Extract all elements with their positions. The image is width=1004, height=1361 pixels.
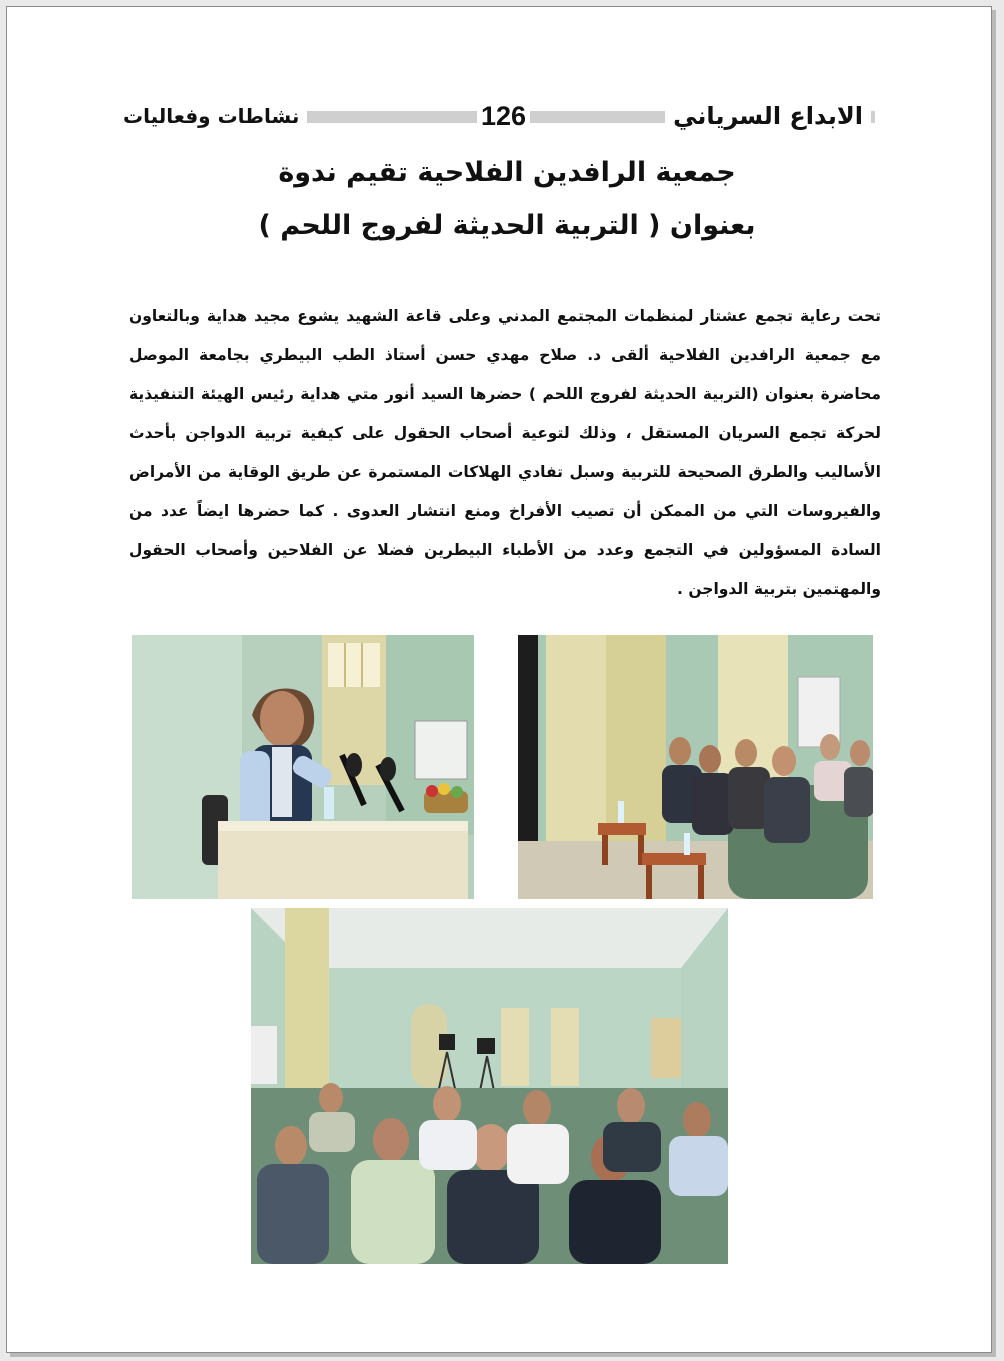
page-number: 126 — [477, 101, 530, 131]
magazine-name: الابداع السرياني — [665, 101, 871, 131]
article-title-line-1: جمعية الرافدين الفلاحية تقيم ندوة — [278, 157, 736, 188]
lecturer-photo — [132, 635, 474, 899]
lecturer-photo-illustration — [132, 635, 474, 899]
article-title-line-2: بعنوان ( التربية الحديثة لفروج اللحم ) — [258, 210, 756, 241]
officials-photo — [518, 635, 873, 899]
article-body — [129, 297, 881, 609]
section-name: نشاطات وفعاليات — [115, 101, 307, 131]
audience-photo-illustration — [251, 908, 728, 1264]
officials-photo-illustration — [518, 635, 873, 899]
audience-photo — [251, 908, 728, 1264]
article-paragraph: تحت رعاية تجمع عشتار لمنظمات المجتمع المدني وعلى قاعة الشهيد يشوع مجيد هداية وبالتعاون مع جمعية الرافدين الفلاحية ألقى د. صلاح مهدي حسن أستاذ الطب البيطري بجامعة الموصل محاضرة بعنوان (التربية الحديثة لفروج اللحم ) حضرها السيد أنور متي هداية رئيس الهيئة التنفيذية لحركة تجمع السريان المستقل ، وذلك لتوعية أصحاب الحقول على كيفية تربية الدواجن بأحدث الأساليب والطرق الصحيحة للتربية وسبل تفادي الهلاكات المستمرة عن طريق الوقاية من الأمراض والفيروسات التي من الممكن أن تصيب الأفراخ ومنع انتشار العدوى . كما حضرها ايضاً عدد من السادة المسؤولين في التجمع وعدد من الأطباء البيطرين فضلا عن الفلاحين وأصحاب الحقول والمهتمين بتربية الدواجن . — [129, 307, 881, 598]
